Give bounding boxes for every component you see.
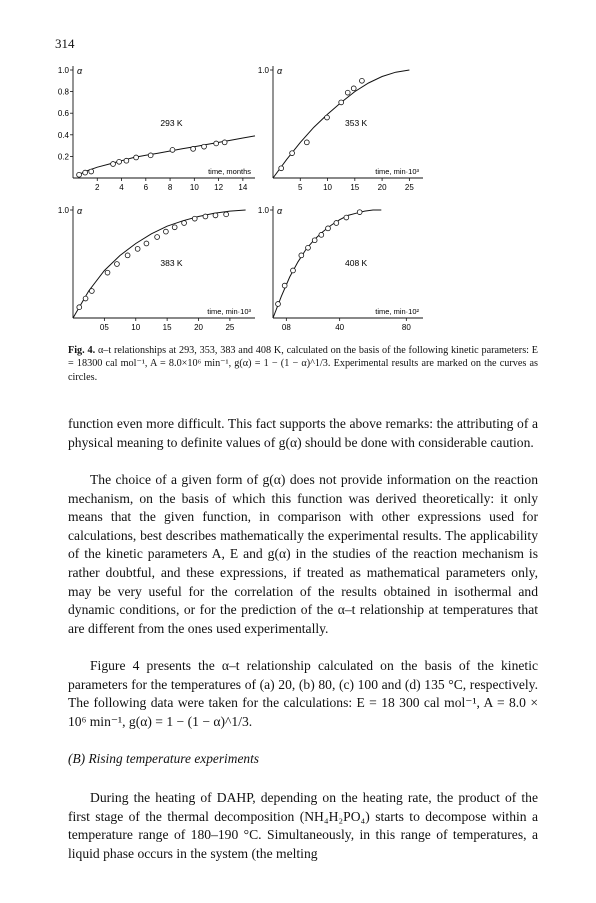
- caption-text: α–t relationships at 293, 353, 383 and 408 K, calculated on the basis of the following kinetic parameters: E = 18300 cal mol⁻¹, A = 8.0×10⁶ min⁻¹, g(α) = 1 − (1 − α)^1/3. Experimental results are marked on the curves as circles.: [68, 345, 539, 383]
- experimental-point: [344, 215, 349, 220]
- experimental-point: [111, 162, 116, 167]
- experimental-point: [291, 268, 296, 273]
- caption-label: Fig. 4.: [68, 345, 96, 356]
- x-axis-label: time, min·10³: [207, 307, 251, 316]
- x-tick-label: 05: [99, 323, 109, 332]
- experimental-point: [360, 78, 365, 83]
- experimental-point: [319, 232, 324, 237]
- experimental-point: [282, 283, 287, 288]
- experimental-point: [124, 158, 129, 163]
- y-tick-label: 1.0: [257, 66, 269, 75]
- x-tick-label: 12: [214, 183, 224, 192]
- y-tick-label: 1.0: [257, 206, 269, 215]
- experimental-point: [339, 100, 344, 105]
- x-tick-label: 5: [298, 183, 303, 192]
- temperature-label: 383 K: [160, 258, 183, 269]
- y-axis-label: α: [77, 206, 83, 216]
- experimental-point: [351, 86, 356, 91]
- experimental-point: [290, 151, 295, 156]
- x-tick-label: 10: [323, 183, 332, 192]
- experimental-point: [117, 159, 122, 164]
- x-tick-label: 2: [95, 183, 100, 192]
- paragraph-3: Figure 4 presents the α–t relationship calculated on the basis of the kinetic parameters for the temperatures of (a) 20, (b) 80, (c) 100 and (d) 135 °C, respectively. The following data were taken for the calculations: E = 18 300 cal mol⁻¹, A = 8.0 × 10⁶ min⁻¹, g(α) = 1 − (1 − α)^1/3.: [68, 658, 538, 729]
- experimental-point: [172, 225, 177, 230]
- x-axis-label: time, min·10²: [375, 307, 419, 316]
- section-heading: (B) Rising temperature experiments: [68, 751, 260, 766]
- x-tick-label: 25: [404, 183, 414, 192]
- y-tick-label: 1.0: [57, 206, 69, 215]
- experimental-point: [182, 221, 187, 226]
- x-tick-label: 15: [350, 183, 360, 192]
- experimental-point: [163, 229, 168, 234]
- experimental-point: [89, 289, 94, 294]
- paragraph-1: function even more difficult. This fact supports the above remarks: the attributing of a physical meaning to definite values of g(α) should be done with considerable caution.: [68, 416, 538, 450]
- x-tick-label: 14: [238, 183, 248, 192]
- x-axis-label: time, months: [208, 167, 251, 176]
- experimental-point: [135, 246, 140, 251]
- x-tick-label: 80: [401, 323, 411, 332]
- y-tick-label: 0.8: [57, 87, 69, 97]
- x-tick-label: 8: [167, 183, 173, 192]
- experimental-point: [125, 253, 130, 258]
- experimental-point: [192, 216, 197, 221]
- y-tick-label: 1.0: [57, 66, 69, 75]
- x-tick-label: 10: [131, 323, 141, 332]
- experimental-point: [83, 170, 88, 175]
- paragraph-2: The choice of a given form of g(α) does not provide information on the reaction mechanism, on the basis of which this function was derived theoretically: it only means that the given function, in comparison with other expressions used for calculations, best describes mathematically the experimental results. The applicability of the kinetic parameters A, E and g(α) in the studies of the reaction mechanism is rather doubtful, and these expressions, if treated as mathematical parameters only, may be very useful for the correlation of the results obtained in isothermal and dynamic conditions, or for the prediction of the α–t relationship at temperatures that are different from the ones used experimentally.: [68, 472, 538, 636]
- experimental-point: [357, 210, 362, 215]
- y-tick-label: 0.6: [57, 109, 69, 119]
- x-axis-label: time, min·10³: [375, 167, 419, 176]
- x-tick-label: 20: [377, 183, 387, 192]
- experimental-point: [77, 305, 82, 310]
- temperature-label: 293 K: [160, 118, 183, 129]
- y-tick-label: 0.2: [57, 152, 69, 162]
- experimental-point: [326, 226, 331, 231]
- experimental-point: [134, 155, 139, 160]
- experimental-point: [334, 221, 339, 226]
- experimental-point: [345, 90, 350, 95]
- experimental-point: [155, 235, 160, 240]
- paragraph-4: During the heating of DAHP, depending on the heating rate, the product of the first stage of the thermal decomposition (NH₄H₂PO₄) starts to decompose within a temperature range of 180–190 °C. Simultaneously, in this range of temperatures, a liquid phase occurs in the system (the melting: [68, 790, 538, 861]
- figure-caption: [68, 344, 538, 384]
- experimental-point: [304, 140, 309, 145]
- experimental-point: [148, 153, 153, 158]
- x-tick-label: 6: [143, 183, 149, 192]
- x-tick-label: 20: [194, 323, 203, 332]
- experimental-point: [312, 238, 317, 243]
- x-tick-label: 08: [281, 323, 291, 332]
- experimental-point: [299, 253, 304, 258]
- temperature-label: 408 K: [345, 258, 368, 269]
- page-number: 314: [55, 36, 75, 51]
- x-tick-label: 40: [335, 323, 345, 332]
- x-tick-label: 15: [162, 323, 172, 332]
- x-tick-label: 25: [225, 323, 235, 332]
- experimental-point: [115, 262, 120, 267]
- experimental-point: [306, 245, 311, 250]
- y-tick-label: 0.4: [57, 130, 69, 140]
- experimental-point: [224, 212, 229, 217]
- experimental-point: [325, 115, 330, 120]
- experimental-point: [170, 148, 175, 153]
- experimental-point: [279, 166, 284, 171]
- experimental-point: [105, 270, 110, 275]
- experimental-point: [191, 146, 196, 151]
- experimental-point: [213, 213, 218, 218]
- x-tick-label: 10: [189, 183, 199, 192]
- y-axis-label: α: [77, 66, 83, 76]
- y-axis-label: α: [277, 66, 283, 76]
- calculated-curve: [273, 70, 409, 178]
- experimental-point: [202, 144, 207, 149]
- experimental-point: [89, 169, 94, 174]
- experimental-point: [144, 241, 149, 246]
- calculated-curve: [73, 210, 246, 318]
- y-axis-label: α: [277, 206, 283, 216]
- experimental-point: [276, 302, 281, 307]
- experimental-point: [214, 141, 219, 146]
- figure-4: [55, 58, 425, 338]
- experimental-point: [222, 140, 227, 145]
- experimental-point: [203, 214, 208, 219]
- experimental-point: [83, 296, 88, 301]
- experimental-point: [77, 172, 82, 177]
- x-tick-label: 4: [119, 183, 124, 192]
- temperature-label: 353 K: [345, 118, 368, 129]
